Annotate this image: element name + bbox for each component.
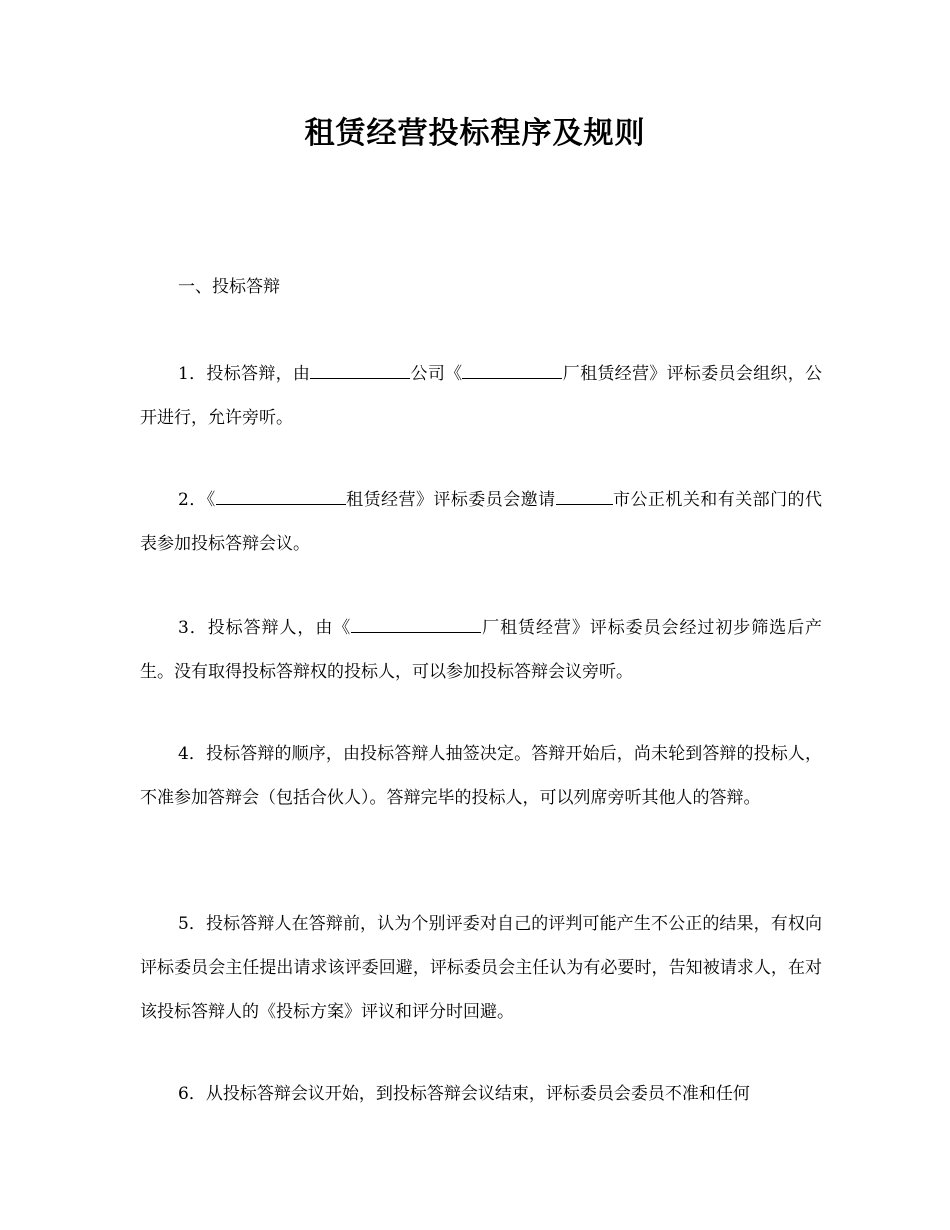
paragraph-text: 市公正机关和有关部门的代表参加投标答辩会议。 — [140, 490, 823, 554]
paragraph-text: 投标答辩人，由《 — [207, 618, 352, 638]
paragraph-item-5 — [140, 902, 822, 1034]
item-number: 6． — [178, 1084, 206, 1104]
paragraph-item-3 — [140, 606, 822, 694]
section-heading: 一、投标答辩 — [178, 277, 280, 297]
item-number: 2． — [178, 490, 207, 510]
paragraph-text: 投标答辩，由 — [206, 364, 311, 384]
paragraph-item-4 — [140, 732, 822, 820]
paragraph-text: 租赁经营》评标委员会邀请 — [345, 490, 556, 510]
fill-in-blank — [351, 614, 481, 633]
paragraph-text: 厂租赁经营》评标委员会组织，公开进行，允许旁听。 — [140, 364, 823, 428]
item-number: 5． — [178, 914, 207, 934]
paragraph-text: 从投标答辩会议开始，到投标答辩会议结束，评标委员会委员不准和任何 — [205, 1084, 750, 1104]
paragraph-text: 厂租赁经营》评标委员会经过初步筛选后产生。没有取得投标答辩权的投标人，可以参加投标答辩会议旁听。 — [140, 618, 823, 682]
paragraph-item-6 — [140, 1072, 822, 1116]
fill-in-blank — [462, 360, 562, 379]
fill-in-blank — [310, 360, 410, 379]
paragraph-text: 投标答辩的顺序，由投标答辩人抽签决定。答辩开始后，尚未轮到答辩的投标人，不准参加答辩会（包括合伙人）。答辩完毕的投标人，可以列席旁听其他人的答辩。 — [140, 744, 822, 808]
paragraph-text: 投标答辩人在答辩前，认为个别评委对自己的评判可能产生不公正的结果，有权向评标委员会主任提出请求该评委回避，评标委员会主任认为有必要时，告知被请求人，在对该投标答辩人的《投标方案》评议和评分时回避。 — [140, 914, 822, 1022]
fill-in-blank — [216, 486, 346, 505]
paragraph-text: 公司《 — [410, 364, 463, 384]
fill-in-blank — [556, 486, 613, 505]
item-number: 4． — [178, 744, 207, 764]
item-number: 3． — [178, 618, 208, 638]
paragraph-item-1 — [140, 352, 822, 440]
paragraph-text: 《 — [206, 490, 216, 510]
item-number: 1． — [178, 364, 207, 384]
paragraph-item-2 — [140, 478, 822, 566]
document-title: 租赁经营投标程序及规则 — [304, 116, 646, 151]
